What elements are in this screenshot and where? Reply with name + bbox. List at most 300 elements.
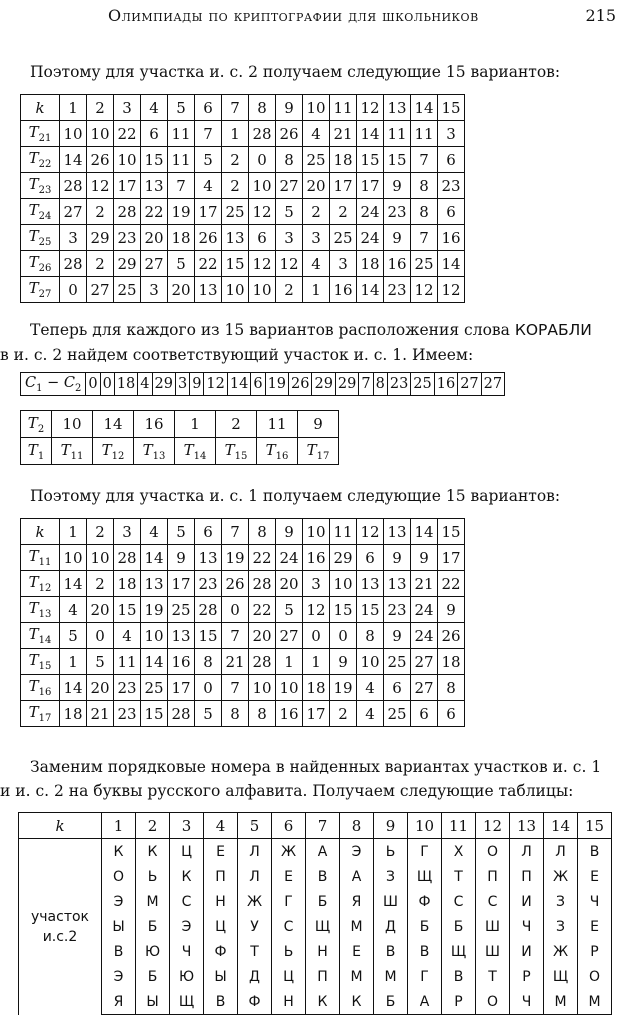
t5-cell: Т <box>442 864 476 889</box>
t4-cell: 21 <box>87 701 114 727</box>
t1-row-label: $T_{24}$ <box>21 199 60 225</box>
t1-cell: 22 <box>114 121 141 147</box>
t1-header-cell: 7 <box>222 95 249 121</box>
t2-cell: 19 <box>265 373 288 396</box>
t2-cell: 23 <box>387 373 410 396</box>
t4-cell: 13 <box>195 545 222 571</box>
t1-cell: 20 <box>141 225 168 251</box>
t5-row <box>19 964 612 989</box>
t5-cell: Ц <box>272 964 306 989</box>
t1-cell: 17 <box>114 173 141 199</box>
t4-cell: 18 <box>303 675 330 701</box>
t4-header-cell: 12 <box>357 519 384 545</box>
t5-row <box>19 939 612 964</box>
t5-cell: Х <box>442 839 476 865</box>
t5-cell: К <box>102 839 136 865</box>
t4-cell: 17 <box>168 675 195 701</box>
t4-cell: 20 <box>87 597 114 623</box>
t5-row <box>19 839 612 865</box>
t1-cell: 8 <box>276 147 303 173</box>
t1-cell: 24 <box>357 199 384 225</box>
t5-cell: М <box>340 914 374 939</box>
t4-cell: 28 <box>114 545 141 571</box>
t1-cell: 4 <box>195 173 222 199</box>
t5-cell: Ш <box>374 889 408 914</box>
t2-cell: 26 <box>289 373 312 396</box>
t4-cell: 13 <box>384 571 411 597</box>
t4-row-label: $T_{17}$ <box>21 701 60 727</box>
t4-cell: 9 <box>384 623 411 649</box>
t4-cell: 27 <box>411 649 438 675</box>
t4-cell: 24 <box>411 623 438 649</box>
t5-cell: К <box>340 989 374 1015</box>
t4-cell: 17 <box>303 701 330 727</box>
t4-cell: 28 <box>249 571 276 597</box>
t1-row <box>21 251 465 277</box>
t5-header-cell: 6 <box>272 813 306 839</box>
t5-cell: Ь <box>136 864 170 889</box>
t4-cell: 27 <box>411 675 438 701</box>
t4-cell: 5 <box>87 649 114 675</box>
t1-cell: 14 <box>357 277 384 303</box>
t1-row <box>21 147 465 173</box>
t5-cell: П <box>204 864 238 889</box>
t1-cell: 18 <box>357 251 384 277</box>
t5-cell: Д <box>374 914 408 939</box>
t4-cell: 22 <box>249 597 276 623</box>
t5-cell: З <box>544 889 578 914</box>
t4-cell: 12 <box>303 597 330 623</box>
t5-cell: Е <box>578 914 612 939</box>
t3-cell: 11 <box>257 411 298 438</box>
t1-cell: 2 <box>222 173 249 199</box>
t5-cell: Ч <box>578 889 612 914</box>
t1-cell: 2 <box>276 277 303 303</box>
t1-cell: 7 <box>195 121 222 147</box>
t1-cell: 13 <box>222 225 249 251</box>
t1-header-cell: 13 <box>384 95 411 121</box>
t5-cell: Б <box>306 889 340 914</box>
t5-cell: Ы <box>204 964 238 989</box>
t5-cell: Г <box>408 964 442 989</box>
t2-cell: 18 <box>114 373 137 396</box>
t3-row2 <box>21 438 339 465</box>
t1-cell: 10 <box>60 121 87 147</box>
t4-cell: 2 <box>330 701 357 727</box>
t1-cell: 27 <box>87 277 114 303</box>
t1-cell: 2 <box>87 199 114 225</box>
t4-cell: 20 <box>87 675 114 701</box>
t1-cell: 14 <box>438 251 465 277</box>
t1-cell: 12 <box>438 277 465 303</box>
t1-cell: 2 <box>303 199 330 225</box>
t4-cell: 14 <box>60 675 87 701</box>
t5-cell: Л <box>238 839 272 865</box>
t5-cell: Л <box>544 839 578 865</box>
t4-cell: 13 <box>141 571 168 597</box>
t5-cell: Ж <box>544 939 578 964</box>
t5-cell: Щ <box>544 964 578 989</box>
t1-cell: 11 <box>168 121 195 147</box>
t3-cell: 2 <box>216 411 257 438</box>
t4-cell: 9 <box>384 545 411 571</box>
t4-row <box>21 649 465 675</box>
t1-header-cell: 4 <box>141 95 168 121</box>
t5-cell: Г <box>272 889 306 914</box>
t3-row-label: $T_2$ <box>21 411 52 438</box>
t5-cell: З <box>544 914 578 939</box>
t5-cell: Ж <box>544 864 578 889</box>
t1-cell: 14 <box>357 121 384 147</box>
paragraph-4a: Заменим порядковые номера в найденных вариантах участков и. с. 1 <box>30 758 602 776</box>
t1-cell: 20 <box>303 173 330 199</box>
t4-cell: 21 <box>411 571 438 597</box>
t1-cell: 27 <box>141 251 168 277</box>
t1-cell: 8 <box>411 173 438 199</box>
t5-cell: А <box>408 989 442 1015</box>
t5-header-cell: 12 <box>476 813 510 839</box>
t4-header-cell: 15 <box>438 519 465 545</box>
t5-cell: Щ <box>408 864 442 889</box>
t3-cell: $T_{14}$ <box>175 438 216 465</box>
t3-cell: 10 <box>52 411 93 438</box>
t5-cell: С <box>272 914 306 939</box>
t4-row <box>21 675 465 701</box>
t4-cell: 4 <box>357 675 384 701</box>
t5-cell: Ж <box>272 839 306 865</box>
t4-row <box>21 571 465 597</box>
t1-header-cell: 2 <box>87 95 114 121</box>
t4-cell: 10 <box>60 545 87 571</box>
t2-row-label: $C_1 - C_2$ <box>21 373 86 396</box>
t5-cell: Ш <box>476 939 510 964</box>
t4-cell: 28 <box>249 649 276 675</box>
t3-cell: 16 <box>134 411 175 438</box>
t2-cell: 27 <box>481 373 504 396</box>
t1-cell: 25 <box>303 147 330 173</box>
t4-cell: 18 <box>114 571 141 597</box>
t4-cell: 7 <box>222 623 249 649</box>
t5-cell: Ц <box>170 839 204 865</box>
t5-cell: В <box>578 839 612 865</box>
t1-cell: 16 <box>438 225 465 251</box>
t5-row <box>19 914 612 939</box>
t5-row <box>19 989 612 1015</box>
t1-cell: 6 <box>438 199 465 225</box>
t4-cell: 3 <box>303 571 330 597</box>
t5-cell: Ч <box>170 939 204 964</box>
t1-cell: 12 <box>411 277 438 303</box>
t5-cell: С <box>476 889 510 914</box>
t4-cell: 23 <box>384 597 411 623</box>
t4-cell: 5 <box>276 597 303 623</box>
t3-cell: $T_{16}$ <box>257 438 298 465</box>
t1-cell: 26 <box>195 225 222 251</box>
t4-cell: 29 <box>330 545 357 571</box>
t5-cell: Р <box>510 964 544 989</box>
t5-header-cell: 3 <box>170 813 204 839</box>
t4-cell: 16 <box>303 545 330 571</box>
t4-cell: 5 <box>60 623 87 649</box>
t3-cell: $T_{13}$ <box>134 438 175 465</box>
t4-cell: 5 <box>195 701 222 727</box>
t1-cell: 3 <box>438 121 465 147</box>
t4-cell: 10 <box>87 545 114 571</box>
t4-cell: 26 <box>438 623 465 649</box>
t1-cell: 2 <box>87 251 114 277</box>
t4-header-cell: 13 <box>384 519 411 545</box>
t1-cell: 9 <box>384 173 411 199</box>
t3-cell: $T_{17}$ <box>298 438 339 465</box>
t3-cell: 9 <box>298 411 339 438</box>
t1-header-cell: 6 <box>195 95 222 121</box>
t5-cell: Ц <box>204 914 238 939</box>
t4-cell: 9 <box>168 545 195 571</box>
t4-header-cell: 4 <box>141 519 168 545</box>
t1-cell: 10 <box>87 121 114 147</box>
t1-cell: 25 <box>411 251 438 277</box>
t1-cell: 18 <box>330 147 357 173</box>
t5-cell: Э <box>102 889 136 914</box>
t1-header-cell: 5 <box>168 95 195 121</box>
t1-cell: 8 <box>411 199 438 225</box>
t1-cell: 26 <box>276 121 303 147</box>
t4-row-label: $T_{11}$ <box>21 545 60 571</box>
t5-cell: К <box>306 989 340 1015</box>
t1-cell: 29 <box>87 225 114 251</box>
t5-cell: В <box>408 939 442 964</box>
t5-row-label <box>19 839 102 1015</box>
t1-cell: 2 <box>330 199 357 225</box>
t5-cell: Щ <box>306 914 340 939</box>
t4-header-cell: 1 <box>60 519 87 545</box>
t4-cell: 28 <box>168 701 195 727</box>
t4-cell: 24 <box>411 597 438 623</box>
t4-cell: 28 <box>195 597 222 623</box>
t1-cell: 7 <box>411 147 438 173</box>
t3-cell: $T_{12}$ <box>93 438 134 465</box>
t2-cell: 16 <box>434 373 457 396</box>
t4-cell: 22 <box>438 571 465 597</box>
t1-header-cell: 1 <box>60 95 87 121</box>
t1-cell: 7 <box>168 173 195 199</box>
t5-label-line1: участок <box>30 908 89 925</box>
t1-cell: 6 <box>438 147 465 173</box>
t1-cell: 23 <box>114 225 141 251</box>
t4-cell: 13 <box>168 623 195 649</box>
t1-cell: 12 <box>87 173 114 199</box>
t5-cell: Ч <box>510 989 544 1015</box>
t1-cell: 22 <box>141 199 168 225</box>
t2-cell: 9 <box>190 373 204 396</box>
t5-header-cell: 9 <box>374 813 408 839</box>
t4-cell: 15 <box>141 701 168 727</box>
t5-cell: Ь <box>272 939 306 964</box>
table-letters-segment-2 <box>18 812 612 1015</box>
t3-cell: 14 <box>93 411 134 438</box>
t1-cell: 22 <box>195 251 222 277</box>
t5-cell: О <box>476 839 510 865</box>
t5-cell: Щ <box>442 939 476 964</box>
t1-cell: 23 <box>438 173 465 199</box>
t1-cell: 4 <box>303 251 330 277</box>
t5-cell: Д <box>238 964 272 989</box>
t2-cell: 3 <box>175 373 189 396</box>
t1-cell: 6 <box>249 225 276 251</box>
t4-cell: 15 <box>195 623 222 649</box>
page-number: 215 <box>585 6 616 25</box>
t5-header-cell: k <box>19 813 102 839</box>
t1-cell: 5 <box>276 199 303 225</box>
t5-cell: Е <box>204 839 238 865</box>
t5-cell: О <box>102 864 136 889</box>
t5-cell: Е <box>340 939 374 964</box>
t4-cell: 19 <box>330 675 357 701</box>
t5-header-cell: 13 <box>510 813 544 839</box>
t1-cell: 11 <box>411 121 438 147</box>
t4-cell: 10 <box>249 675 276 701</box>
table-t2-t1-mapping <box>20 410 339 465</box>
t1-cell: 3 <box>303 225 330 251</box>
t4-cell: 1 <box>276 649 303 675</box>
t5-cell: М <box>340 964 374 989</box>
t4-cell: 9 <box>411 545 438 571</box>
t4-cell: 15 <box>357 597 384 623</box>
paragraph-2b: в и. с. 2 найдем соответствующий участок и. с. 1. Имеем: <box>0 346 474 364</box>
t3-row1 <box>21 411 339 438</box>
t1-cell: 5 <box>168 251 195 277</box>
t4-cell: 23 <box>195 571 222 597</box>
t1-header-cell: k <box>21 95 60 121</box>
t4-cell: 8 <box>249 701 276 727</box>
t4-cell: 4 <box>60 597 87 623</box>
t4-row <box>21 701 465 727</box>
t1-cell: 25 <box>222 199 249 225</box>
t4-row <box>21 597 465 623</box>
t1-cell: 7 <box>411 225 438 251</box>
t4-cell: 20 <box>276 571 303 597</box>
t2-cell: 12 <box>204 373 227 396</box>
t1-row-label: $T_{23}$ <box>21 173 60 199</box>
t4-cell: 6 <box>357 545 384 571</box>
t4-row <box>21 545 465 571</box>
t5-cell: Ф <box>238 989 272 1015</box>
paragraph-1: Поэтому для участка и. с. 2 получаем следующие 15 вариантов: <box>30 63 561 81</box>
t5-cell: П <box>510 864 544 889</box>
t4-cell: 24 <box>276 545 303 571</box>
t1-cell: 29 <box>114 251 141 277</box>
t1-row-label: $T_{21}$ <box>21 121 60 147</box>
t4-row-label: $T_{14}$ <box>21 623 60 649</box>
t1-cell: 13 <box>195 277 222 303</box>
t4-cell: 21 <box>222 649 249 675</box>
t1-cell: 10 <box>222 277 249 303</box>
t1-cell: 6 <box>141 121 168 147</box>
t4-cell: 0 <box>303 623 330 649</box>
t4-cell: 17 <box>168 571 195 597</box>
t5-cell: М <box>374 964 408 989</box>
paragraph-3: Поэтому для участка и. с. 1 получаем следующие 15 вариантов: <box>30 487 561 505</box>
t2-row <box>21 373 505 396</box>
t4-cell: 23 <box>114 675 141 701</box>
t5-cell: Ы <box>136 989 170 1015</box>
t1-cell: 17 <box>357 173 384 199</box>
t2-cell: 29 <box>312 373 335 396</box>
t1-cell: 1 <box>222 121 249 147</box>
t1-cell: 27 <box>276 173 303 199</box>
t5-header-cell: 14 <box>544 813 578 839</box>
t4-cell: 10 <box>357 649 384 675</box>
paragraph-2a: Теперь для каждого из 15 вариантов расположения слова КОРАБЛИ <box>30 321 592 339</box>
t5-row <box>19 889 612 914</box>
t1-cell: 15 <box>141 147 168 173</box>
t1-cell: 28 <box>114 199 141 225</box>
t5-header-cell: 10 <box>408 813 442 839</box>
t5-cell: Л <box>238 864 272 889</box>
t1-header-cell: 11 <box>330 95 357 121</box>
t4-header-cell: 6 <box>195 519 222 545</box>
t5-cell: В <box>306 864 340 889</box>
t4-cell: 10 <box>330 571 357 597</box>
t5-cell: Б <box>136 914 170 939</box>
t5-cell: М <box>578 989 612 1015</box>
t5-cell: Т <box>238 939 272 964</box>
t5-cell: Т <box>476 964 510 989</box>
t4-cell: 13 <box>357 571 384 597</box>
t5-cell: Н <box>306 939 340 964</box>
t5-cell: Щ <box>170 989 204 1015</box>
t4-cell: 0 <box>222 597 249 623</box>
t5-cell: В <box>102 939 136 964</box>
t2-cell: 29 <box>152 373 175 396</box>
t4-cell: 4 <box>114 623 141 649</box>
t4-header-cell: 7 <box>222 519 249 545</box>
t4-cell: 6 <box>411 701 438 727</box>
t4-header-cell: 5 <box>168 519 195 545</box>
t4-cell: 7 <box>222 675 249 701</box>
t5-header-cell: 1 <box>102 813 136 839</box>
t4-cell: 18 <box>438 649 465 675</box>
t1-cell: 10 <box>249 277 276 303</box>
t1-row <box>21 277 465 303</box>
paragraph-4b: и и. с. 2 на буквы русского алфавита. Получаем следующие таблицы: <box>0 782 574 800</box>
t5-cell: Ю <box>170 964 204 989</box>
t4-cell: 22 <box>249 545 276 571</box>
t2-cell: 8 <box>373 373 387 396</box>
t5-cell: Ю <box>136 939 170 964</box>
t5-cell: Э <box>340 839 374 865</box>
t5-cell: В <box>442 964 476 989</box>
t5-cell: Е <box>272 864 306 889</box>
t4-row-label: $T_{12}$ <box>21 571 60 597</box>
t5-cell: Ж <box>238 889 272 914</box>
t1-cell: 23 <box>384 199 411 225</box>
t1-row-label: $T_{25}$ <box>21 225 60 251</box>
t4-cell: 10 <box>276 675 303 701</box>
table-c1-c2-diff <box>20 372 505 396</box>
t4-cell: 0 <box>330 623 357 649</box>
running-title: Олимпиады по криптографии для школьников <box>108 6 479 25</box>
t4-cell: 26 <box>222 571 249 597</box>
t1-row-label: $T_{22}$ <box>21 147 60 173</box>
t5-cell: Р <box>442 989 476 1015</box>
t4-cell: 15 <box>114 597 141 623</box>
t4-cell: 25 <box>384 701 411 727</box>
t5-cell: Ы <box>102 914 136 939</box>
t1-cell: 27 <box>60 199 87 225</box>
t1-cell: 20 <box>168 277 195 303</box>
t5-cell: К <box>136 839 170 865</box>
